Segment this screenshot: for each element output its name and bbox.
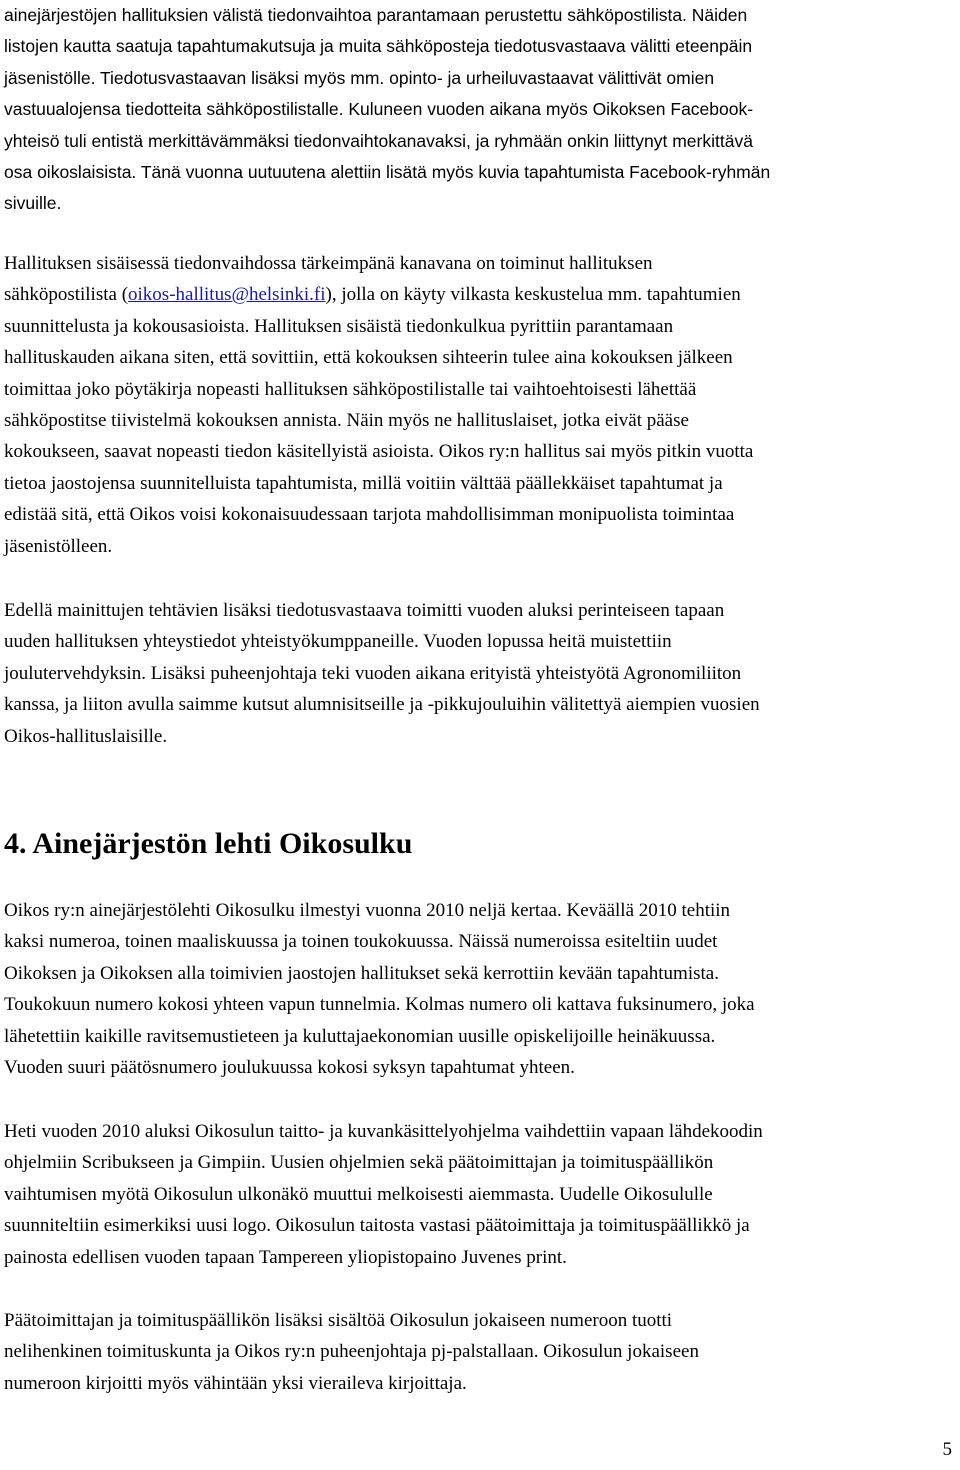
text-line: ohjelmiin Scribukseen ja Gimpiin. Uusien ohjelmien sekä päätoimittajan ja toimituspäällikön (4, 1152, 714, 1174)
text-line: jäsenistölle. Tiedotusvastaavan lisäksi myös mm. opinto- ja urheiluvastaavat välittivät omien (4, 67, 715, 88)
paragraph-mailing-lists (4, 0, 956, 220)
paragraph-board-communication (4, 248, 956, 562)
text-line: painosta edellisen vuoden tapaan Tampereen yliopistopaino Juvenes print. (4, 1246, 567, 1268)
text-line: tietoa jaostojensa suunnitelluista tapahtumista, millä voitiin välttää päällekkäiset tapahtumat ja (4, 472, 723, 494)
text-line: Vuoden suuri päätösnumero joulukuussa kokosi syksyn tapahtumat yhteen. (4, 1056, 575, 1078)
section-heading: 4. Ainejärjestön lehti Oikosulku (4, 827, 413, 860)
text-line: Päätoimittajan ja toimituspäällikön lisäksi sisältöä Oikosulun jokaiseen numeroon tuotti (4, 1310, 673, 1331)
paragraph-layout-software (4, 1116, 956, 1273)
email-link[interactable]: oikos-hallitus@helsinki.fi (128, 284, 326, 306)
paragraph-issues-2010 (4, 895, 956, 1083)
text-line: suunnittelusta ja kokousasioista. Hallituksen sisäistä tiedonkulkua pyrittiin parantamaan (4, 315, 674, 337)
text-fragment: sähköpostilista ( (4, 284, 129, 306)
text-line (4, 279, 956, 310)
text-line: suunniteltiin esimerkiksi uusi logo. Oikosulun taitosta vastasi päätoimittaja ja toimituspäällikkö ja (4, 1215, 750, 1237)
text-line: Hallituksen sisäisessä tiedonvaihdossa tärkeimpänä kanavana on toiminut hallituksen (4, 253, 653, 274)
text-line: edistää sitä, että Oikos voisi kokonaisuudessaan tarjota mahdollisimman monipuolista toimintaa (4, 504, 735, 526)
text-line: Oikos-hallituslaisille. (4, 725, 168, 747)
page-number: 5 (942, 1439, 952, 1460)
text-line: Heti vuoden 2010 aluksi Oikosulun taitto- ja kuvankäsittelyohjelma vaihdettiin vapaan lähdekoodin (4, 1121, 763, 1142)
text-line: sivuille. (4, 193, 62, 214)
text-line: Oikoksen ja Oikoksen alla toimivien jaostojen hallitukset sekä kerrottiin kevään tapahtumista. (4, 962, 719, 984)
text-line: yhteisö tuli entistä merkittävämmäksi tiedonvaihtokanavaksi, ja ryhmään onkin liittynyt merkittävä (4, 130, 753, 151)
text-line: vastuualojensa tiedotteita sähköpostilistalle. Kuluneen vuoden aikana myös Oikoksen Facebook- (4, 99, 754, 120)
text-line: Edellä mainittujen tehtävien lisäksi tiedotusvastaava toimitti vuoden aluksi perinteiseen tapaan (4, 600, 725, 621)
text-line: uuden hallituksen yhteystiedot yhteistyökumppaneille. Vuoden lopussa heitä muistettiin (4, 631, 672, 653)
text-line: numeroon kirjoitti myös vähintään yksi vieraileva kirjoittaja. (4, 1372, 467, 1394)
text-line: lähetettiin kaikille ravitsemustieteen ja kuluttajaekonomian uusille opiskelijoille heinäkuussa. (4, 1025, 716, 1047)
text-line: listojen kautta saatuja tapahtumakutsuja ja muita sähköposteja tiedotusvastaava välitti eteenpäin (4, 36, 753, 57)
text-line: jäsenistölleen. (4, 535, 113, 557)
text-line: kokoukseen, saavat nopeasti tiedon käsitellyistä asioista. Oikos ry:n hallitus sai myös pitkin vuotta (4, 441, 754, 463)
text-line: Toukokuun numero kokosi yhteen vapun tunnelmia. Kolmas numero oli kattava fuksinumero, joka (4, 994, 755, 1016)
text-line: kanssa, ja liiton avulla saimme kutsut alumnisitseille ja -pikkujouluihin välitettyä aiempien vuosien (4, 694, 760, 716)
text-line: sähköpostitse tiivistelmä kokouksen annista. Näin myös ne hallituslaiset, jotka eivät pääse (4, 409, 689, 431)
text-fragment: ), jolla on käyty vilkasta keskustelua mm. tapahtumien (325, 284, 741, 306)
text-line: joulutervehdyksin. Lisäksi puheenjohtaja teki vuoden aikana erityistä yhteistyötä Agronomiliiton (4, 662, 742, 684)
text-line: Oikos ry:n ainejärjestölehti Oikosulku ilmestyi vuonna 2010 neljä kertaa. Keväällä 2010 tehtiin (4, 900, 731, 921)
text-line: vaihtumisen myötä Oikosulun ulkonäkö muuttui melkoisesti aiemmasta. Uudelle Oikosululle (4, 1183, 713, 1205)
text-line: kaksi numeroa, toinen maaliskuussa ja toinen toukokuussa. Näissä numeroissa esiteltiin uudet (4, 931, 718, 953)
paragraph-other-tasks (4, 595, 956, 752)
text-line: hallituskauden aikana siten, että sovittiin, että kokouksen sihteerin tulee aina kokouksen jälkeen (4, 347, 733, 369)
text-line: ainejärjestöjen hallituksien välistä tiedonvaihtoa parantamaan perustettu sähköpostilista. Näiden (4, 5, 748, 25)
text-line: toimittaa joko pöytäkirja nopeasti hallituksen sähköpostilistalle tai vaihtoehtoisesti lähettää (4, 378, 697, 400)
text-line: osa oikoslaisista. Tänä vuonna uutuutena alettiin lisätä myös kuvia tapahtumista Facebook-ryhmän (4, 161, 771, 182)
text-line: nelihenkinen toimituskunta ja Oikos ry:n puheenjohtaja pj-palstallaan. Oikosulun jokaiseen (4, 1341, 699, 1363)
paragraph-editorial-team (4, 1305, 956, 1399)
